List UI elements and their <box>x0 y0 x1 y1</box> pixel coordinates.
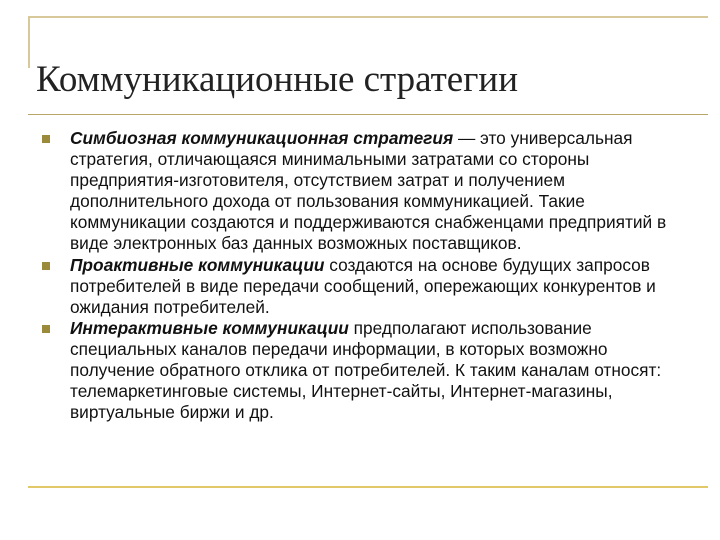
bullet-item-proactive <box>42 255 682 318</box>
title-divider <box>28 114 708 115</box>
bullet-item-interactive <box>42 318 682 423</box>
bullet-text: — это универсальная стратегия, отличающаяся минимальными затратами со стороны предприятия-изготовителя, отсутствием затрат и получением дополнительного дохода от пользования коммуникацией. Такие коммуникации создаются и поддерживаются снабженцами предприятий в виде электронных баз данных возможных поставщиков. <box>70 128 667 254</box>
bottom-divider <box>28 486 708 488</box>
frame-left-line <box>28 16 30 68</box>
frame-top-line <box>28 16 708 18</box>
square-bullet-icon <box>42 135 50 143</box>
square-bullet-icon <box>42 262 50 270</box>
bullet-term: Симбиозная коммуникационная стратегия <box>70 128 454 148</box>
bullet-term: Проактивные коммуникации <box>70 254 325 275</box>
bullet-item-symbiotic <box>42 128 682 255</box>
slide-title: Коммуникационные стратегии <box>36 59 519 100</box>
bullet-text: предполагают использование специальных каналов передачи информации, в которых возможно получение обратного отклика от потребителей. К таким каналам относят: телемаркетинговые системы, Интернет-сайты, Интернет-магазины, виртуальные биржи и др. <box>70 317 662 423</box>
bullet-text: создаются на основе будущих запросов потребителей в виде передачи сообщений, опережающих конкурентов и ожидания потребителей. <box>70 254 656 317</box>
square-bullet-icon <box>42 325 50 333</box>
bullet-term: Интерактивные коммуникации <box>70 317 349 338</box>
bullet-list <box>42 128 682 423</box>
